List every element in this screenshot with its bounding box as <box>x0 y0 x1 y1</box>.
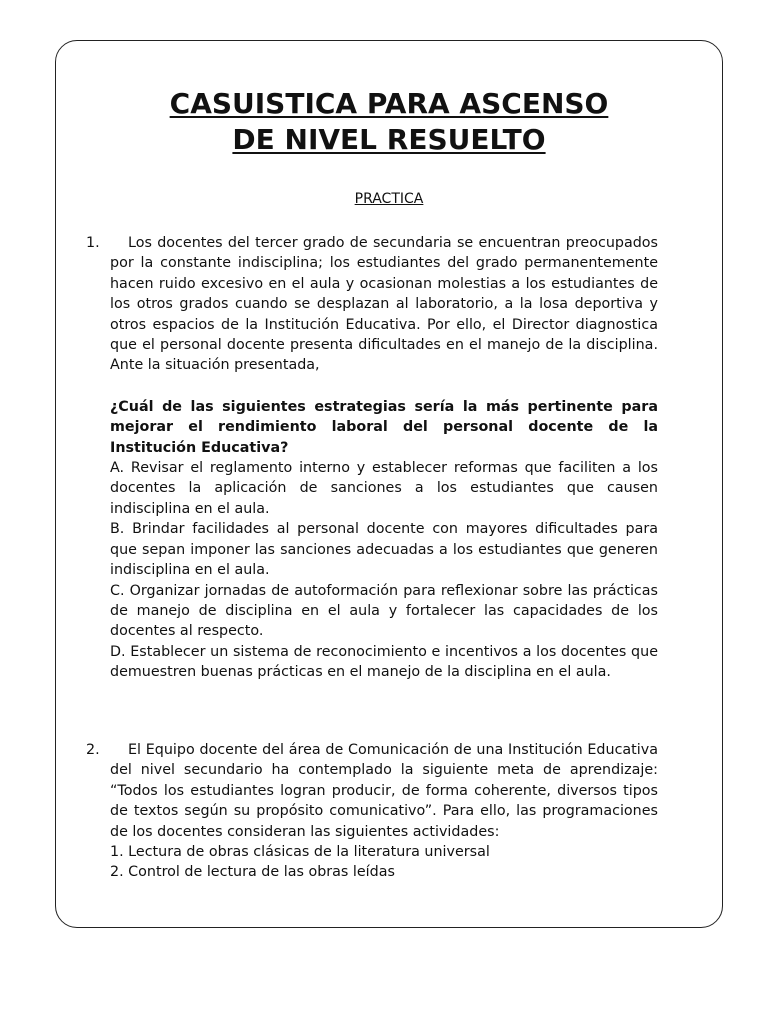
item-number: 1. <box>86 235 100 251</box>
item-body <box>110 740 658 883</box>
case-description: El Equipo docente del área de Comunicación de una Institución Educativa del nivel secundario ha contemplado la siguiente meta de aprendizaje: “Todos los estudiantes logran producir, de forma coherente, diversos tipos de textos según su propósito comunicativo”. Para ello, las programaciones de los docentes consideran las siguientes actividades: <box>110 742 658 840</box>
activity-1: 1. Lectura de obras clásicas de la literatura universal <box>110 844 490 861</box>
case-item-1 <box>86 233 658 683</box>
item-body <box>110 233 658 683</box>
title-line-1: CASUISTICA PARA ASCENSO <box>169 87 609 120</box>
case-question: ¿Cuál de las siguientes estrategias sería la más pertinente para mejorar el rendimiento laboral del personal docente de la Institución Educativa? <box>110 398 658 456</box>
option-a: A. Revisar el reglamento interno y establecer reformas que faciliten a los docentes la aplicación de sanciones a los estudiantes que causen indisciplina en el aula. <box>110 460 658 517</box>
case-item-2 <box>86 740 658 883</box>
option-c: C. Organizar jornadas de autoformación para reflexionar sobre las prácticas de manejo de disciplina en el aula y fortalecer las capacidades de los docentes al respecto. <box>110 582 658 640</box>
option-b: B. Brindar facilidades al personal docente con mayores dificultades para que sepan imponer las sanciones adecuadas a los estudiantes que generen indisciplina en el aula. <box>110 521 658 579</box>
document-title <box>55 86 723 158</box>
option-d: D. Establecer un sistema de reconocimiento e incentivos a los docentes que demuestren buenas prácticas en el manejo de la disciplina en el aula. <box>110 643 658 681</box>
title-line-2: DE NIVEL RESUELTO <box>232 123 546 156</box>
section-heading: PRACTICA <box>354 191 424 207</box>
case-description: Los docentes del tercer grado de secundaria se encuentran preocupados por la constante indisciplina; los estudiantes del grado permanentemente hacen ruido excesivo en el aula y ocasionan molestias a los estudiantes de los otros grados cuando se desplazan al laboratorio, a la losa deportiva y otros espacios de la Institución Educativa. Por ello, el Director diagnostica que el personal docente presenta dificultades en el manejo de la disciplina. Ante la situación presentada, <box>110 235 658 374</box>
item-number: 2. <box>86 742 100 758</box>
activity-2: 2. Control de lectura de las obras leídas <box>110 864 395 881</box>
